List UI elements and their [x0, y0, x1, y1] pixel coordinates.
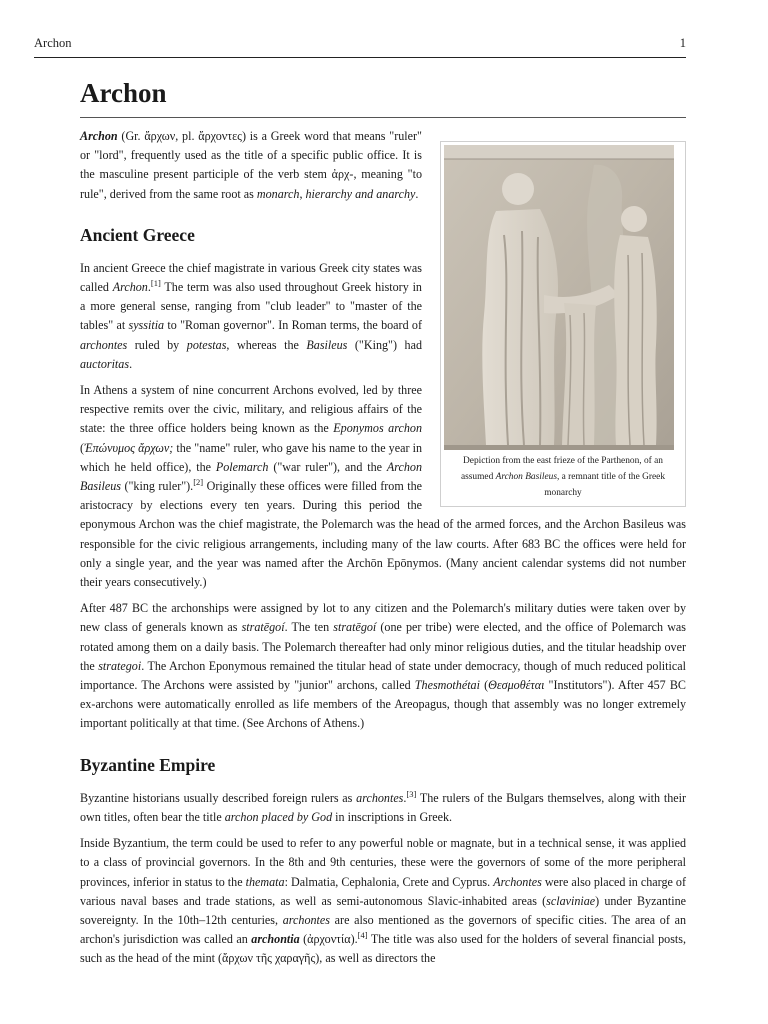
paragraph: Inside Byzantium, the term could be used to refer to any powerful noble or magnate, but in a technical sense, it was applied to a class of provincial governors. In the 8th and 9th centuries, these were the governors of some of the more peripheral provinces, inferior in status to the themata: Dalmatia, Cephalonia, Crete and Cyprus. Archontes were also placed in charge of various naval bases and trade stations, as well as semi-autonomous Slavic-inhabited areas (sclaviniae) under Byzantine sovereignty. In the 10th–12th centuries, archontes are also mentioned as the governors of specific cities. The area of an archon's jurisdiction was called an archontia (ἀρχοντία).[4] The title was also used for the holders of several financial posts, such as the head of the mint (ἄρχων τῆς χαραγῆς), as well as directors the [80, 836, 687, 966]
paragraph: In ancient Greece the chief magistrate in various Greek city states was called Archon.[1] The term was also used throughout Greek history in a more general sense, ranging from "club leader" to "master of the tables" at syssitia to "Roman governor". In Roman terms, the board of archontes ruled by potestas, whereas the Basileus ("King") had auctoritas. [80, 260, 423, 371]
citation-link[interactable]: [1] [150, 277, 161, 288]
citation-link[interactable]: [3] [406, 788, 417, 799]
paragraph: In Athens a system of nine concurrent Archons evolved, led by three respective remits over the civic, military, and religious affairs of the state: the three office holders being known as the Eponymos archon (Ἐπώνυμος ἄρχων; the "name" ruler, who gave his name to the year in which he held office), the Polemarch ("war ruler"), and the Archon Basileus ("king ruler").[2] Originally these offices were filled from the aristocracy by elections every ten years. During this period the eponymous Archon was the chief magistrate, the Polemarch was the head of the armed forces, and the Archon Basileus was responsible for the civic religious arrangements, including many of the law courts. After 683 BC the offices were held for only a single year, and the year was named after the Archōn Epōnymos. (Many ancient calendar systems did not number their years consecutively.) [80, 383, 686, 590]
parthenon-relief-image [444, 145, 674, 450]
section-heading-ancient-greece: Ancient Greece [80, 224, 195, 245]
intro-paragraph: Archon (Gr. ἄρχων, pl. ἄρχοντες) is a Greek word that means "ruler" or "lord", frequently used as the title of a specific public office. It is the masculine present participle of the verb stem ἀρχ-, meaning "to rule", derived from the same root as monarch, hierarchy and anarchy. [80, 129, 422, 201]
article-body [80, 127, 686, 976]
page-title: Archon [80, 78, 167, 108]
figure-caption: Depiction from the east frieze of the Parthenon, of an assumed Archon Basileus, a remnant title of the Greek monarchy [460, 456, 666, 498]
section-heading-byzantine-empire: Byzantine Empire [80, 754, 216, 775]
paragraph: Byzantine historians usually described foreign rulers as archontes.[3] The rulers of the Bulgars themselves, along with their own titles, often bear the title archon placed by God in inscriptions in Greek. [80, 788, 687, 824]
title-rule [80, 117, 686, 118]
running-title: Archon [34, 36, 72, 50]
header-rule [34, 57, 686, 58]
lead-term: Archon [80, 129, 118, 143]
running-header [34, 36, 686, 51]
page-number: 1 [679, 36, 686, 50]
paragraph: After 487 BC the archonships were assigned by lot to any citizen and the Polemarch's military duties were taken over by new class of generals known as stratēgoí. The ten stratēgoí (one per tribe) were elected, and the office of Polemarch was rotated among them on a daily basis. The Polemarch thereafter had only minor religious duties, and the titular headship over the strategoi. The Archon Eponymous remained the titular head of state under democracy, though of much reduced political importance. The Archons were assisted by "junior" archons, called Thesmothétai (Θεσμοθέται "Institutors"). After 457 BC ex-archons were automatically enrolled as life members of the Areopagus, though that assembly was no longer extremely important politically at that time. (See Archons of Athens.) [80, 601, 686, 731]
citation-link[interactable]: [4] [357, 930, 368, 941]
figure [440, 141, 686, 507]
citation-link[interactable]: [2] [193, 477, 204, 488]
